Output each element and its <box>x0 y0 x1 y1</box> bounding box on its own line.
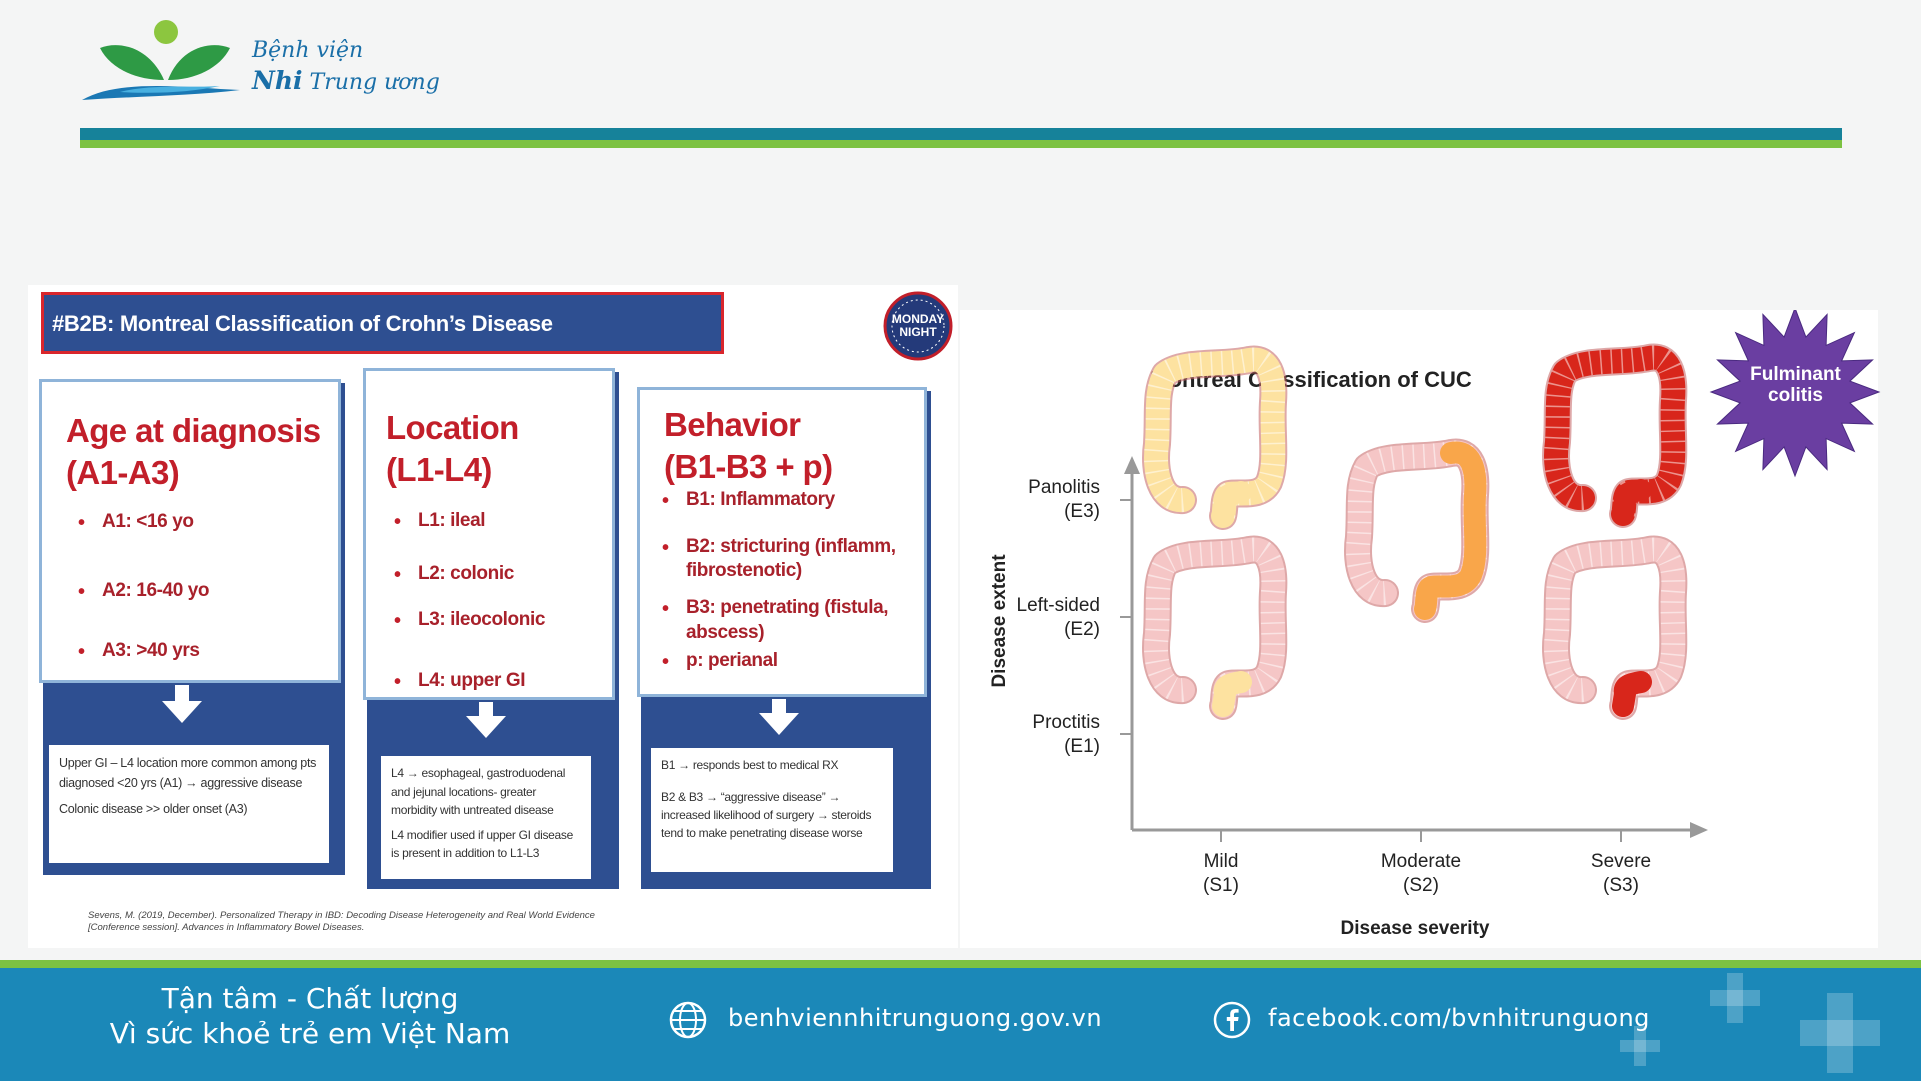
behavior-card-title: Behavior (B1-B3 + p) <box>664 406 833 486</box>
header-divider-bar <box>80 128 1842 148</box>
globe-icon <box>668 1000 708 1040</box>
colon-severe-proctitis <box>1556 549 1673 706</box>
list-item: • L4: upper GI <box>394 669 545 694</box>
logo-text-line2 <box>252 66 440 95</box>
x-axis-title: Disease severity <box>1340 918 1490 939</box>
arrow-down-icon <box>466 716 506 738</box>
website-text: benhviennhitrunguong.gov.vn <box>728 1004 1103 1032</box>
cuc-title: Montreal Classification of CUC <box>1150 367 1472 392</box>
age-card <box>43 383 345 875</box>
list-item: • B3: penetrating (fistula, abscess) <box>662 596 912 645</box>
colon-mild-proctitis <box>1156 549 1273 706</box>
facebook-text: facebook.com/bvnhitrunguong <box>1268 1004 1650 1032</box>
age-card-note: Upper GI – L4 location more common among pts diagnosed <20 yrs (A1) → aggressive disease Colonic disease >> older onset (A3) <box>49 745 329 863</box>
crohn-title-banner: #B2B: Montreal Classification of Crohn’s Disease <box>41 292 724 354</box>
logo-text-line1: Bệnh viện <box>252 38 364 63</box>
cuc-classification-image <box>960 310 1878 948</box>
colon-moderate-left-sided <box>1358 452 1475 609</box>
list-item: • A2: 16-40 yo <box>78 579 209 604</box>
behavior-card-note: B1 → responds best to medical RX B2 & B3 → “aggressive disease” → increased likelihood of surgery → steroids tend to make penetrating disease worse <box>651 748 893 872</box>
badge-line2: NIGHT <box>899 324 937 339</box>
location-card-note: L4 → esophageal, gastroduodenal and jejunal locations- greater morbidity with untreated disease L4 modifier used if upper GI disease is present in addition to L1-L3 <box>381 756 591 879</box>
x-label-moderate: Moderate (S2) <box>1380 851 1462 896</box>
colon-mild-panolitis <box>1156 359 1273 516</box>
age-bullet-list <box>78 510 209 664</box>
slogan-line2: Vì sức khoẻ trẻ em Việt Nam <box>109 1017 511 1050</box>
y-axis-title: Disease extent <box>989 554 1010 688</box>
list-item: • L3: ileocolonic <box>394 608 545 633</box>
list-item: • B2: stricturing (inflamm, fibrostenotic) <box>662 535 912 584</box>
x-label-mild: Mild (S1) <box>1203 851 1239 896</box>
logo-text-rest: Trung ương <box>302 70 440 95</box>
footer <box>0 960 1921 1081</box>
y-label-left-sided: Left-sided (E2) <box>1016 595 1100 640</box>
crohn-classification-image <box>28 285 958 948</box>
location-card-title: Location (L1-L4) <box>386 409 519 489</box>
list-item: • B1: Inflammatory <box>662 488 912 513</box>
arrow-down-icon <box>759 713 799 735</box>
logo-emblem-icon <box>80 18 250 108</box>
list-item: • L2: colonic <box>394 562 545 587</box>
citation-text: Sevens, M. (2019, December). Personalized Therapy in IBD: Decoding Disease Heterogeneity and Real World Evidence [Conference session]. Advances in Inflammatory Bowel Diseases. <box>88 910 595 934</box>
burst-line2: colitis <box>1768 384 1823 406</box>
location-card <box>367 372 619 889</box>
behavior-bullet-list <box>662 488 912 674</box>
badge-line1: MONDAY <box>891 312 945 326</box>
hospital-logo <box>80 18 460 118</box>
age-card-title: Age at diagnosis (A1-A3) <box>66 412 321 492</box>
burst-line1: Fulminant <box>1750 364 1841 385</box>
behavior-card <box>641 391 931 889</box>
monday-night-ibd-badge <box>883 291 953 361</box>
y-label-panolitis: Panolitis (E3) <box>1028 477 1100 522</box>
facebook-icon <box>1212 1000 1252 1040</box>
logo-text-bold: Nhi <box>252 66 303 95</box>
location-bullet-list <box>394 509 545 694</box>
arrow-down-icon <box>162 701 202 723</box>
list-item: • A3: >40 yrs <box>78 639 209 664</box>
list-item: • A1: <16 yo <box>78 510 209 535</box>
x-label-severe: Severe (S3) <box>1590 851 1652 896</box>
slogan-line1: Tận tâm - Chất lượng <box>161 982 459 1015</box>
list-item: • p: perianal <box>662 649 912 674</box>
y-label-proctitis: Proctitis (E1) <box>1032 712 1100 757</box>
footer-slogan <box>60 982 560 1050</box>
list-item: • L1: ileal <box>394 509 545 534</box>
colon-severe-panolitis <box>1556 357 1673 514</box>
